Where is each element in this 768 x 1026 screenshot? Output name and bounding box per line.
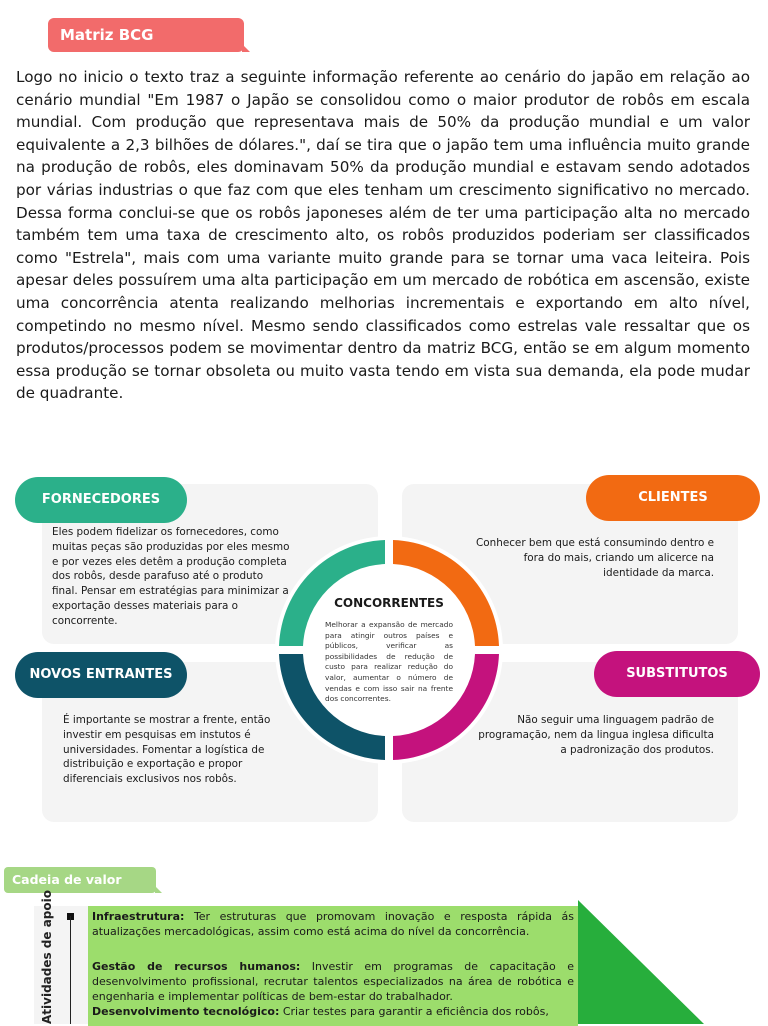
text-substitutos: Não seguir uma linguagem padrão de programação, nem da lingua inglesa dificulta a padronização dos produtos.: [478, 714, 714, 756]
row-term: Infraestrutura:: [92, 910, 185, 923]
concorrentes-title: CONCORRENTES: [334, 596, 444, 610]
row-term: Desenvolvimento tecnológico:: [92, 1005, 280, 1018]
support-activities-label: Atividades de apoio: [40, 889, 54, 1024]
text-clientes: Conhecer bem que está consumindo dentro e fora do mais, criando um alicerce na identidade da marca.: [476, 537, 714, 579]
row-term: Gestão de recursos humanos:: [92, 960, 301, 973]
pill-substitutos: SUBSTITUTOS: [594, 651, 760, 697]
row-text: Criar testes para garantir a eficiência dos robôs,: [279, 1005, 549, 1018]
section-tag-matriz-bcg: Matriz BCG: [48, 18, 244, 52]
row-text: Ter estruturas que promovam inovação e resposta rápida ás atualizações mercadológicas, assim como está acima do nível da concorrência.: [92, 910, 574, 939]
text-novos-entrantes: É importante se mostrar a frente, então investir em pesquisas em instutos é universidades. Fomentar a logística de distribuição e exportação e propor diferenciais exclusivos nos robôs.: [63, 714, 271, 786]
row-desenvolvimento-tecnologico: [88, 1004, 578, 1026]
pill-fornecedores: FORNECEDORES: [15, 477, 187, 523]
intro-paragraph: Logo no inicio o texto traz a seguinte informação referente ao cenário do japão em relação ao cenário mundial "Em 1987 o Japão se consolidou como o maior produtor de robôs em escala mundial. Com produção que representava mais de 50% da produção mundial e um valor equivalente a 2,3 bilhões de dólares.", daí se tira que o japão tem uma influência muito grande na produção de robôs, eles dominavam 50% da produção mundial e estavam sendo adotados por várias industrias o que faz com que eles tenham um crescimento significativo no mercado. Dessa forma conclui-se que os robôs japoneses além de ter uma participação alta no mercado também tem uma taxa de crescimento alto, os robôs produzidos poderiam ser classificados como "Estrela", mais com uma variante muito grande para se tornar uma vaca leiteira. Pois apesar deles possuírem uma alta participação em um mercado de robótica em ascensão, existe uma concorrência atenta realizando melhorias incrementais e exportando em alto nível, competindo no mesmo nível. Mesmo sendo classificados como estrelas vale ressaltar que os produtos/processos podem se movimentar dentro da matriz BCG, então se em algum momento essa produção se tornar obsoleta ou muito vasta tendo em vista sua demanda, ela pode mudar de quadrante.: [16, 68, 750, 403]
row-text: Investir em programas de capacitação e desenvolvimento profissional, recrutar talentos especializados na área de robótica e engenharia e implementar políticas de bem-estar do trabalhador.: [92, 960, 574, 1004]
pill-clientes: CLIENTES: [586, 475, 760, 521]
row-recursos-humanos: [88, 956, 578, 1008]
pill-novos-entrantes: NOVOS ENTRANTES: [15, 652, 187, 698]
margin-arrow: [578, 900, 768, 1024]
section-tag-cadeia-de-valor: Cadeia de valor: [4, 867, 156, 893]
text-fornecedores: Eles podem fidelizar os fornecedores, como muitas peças são produzidas por eles mesmo e por vezes eles detêm a produção completa dos robôs, desde parafuso até o produto final. Pensar em estratégias para minimizar a exportação desses materiais para o concorrente.: [52, 526, 290, 627]
concorrentes-text: Melhorar a expansão de mercado para atingir outros países e públicos, verificar as possibilidades de redução de custo para realizar redução do valor, aumentar o número de vendas e com isso sair na frente dos concorrentes.: [325, 620, 453, 704]
side-line: [70, 916, 71, 1024]
row-infraestrutura: [88, 906, 578, 956]
